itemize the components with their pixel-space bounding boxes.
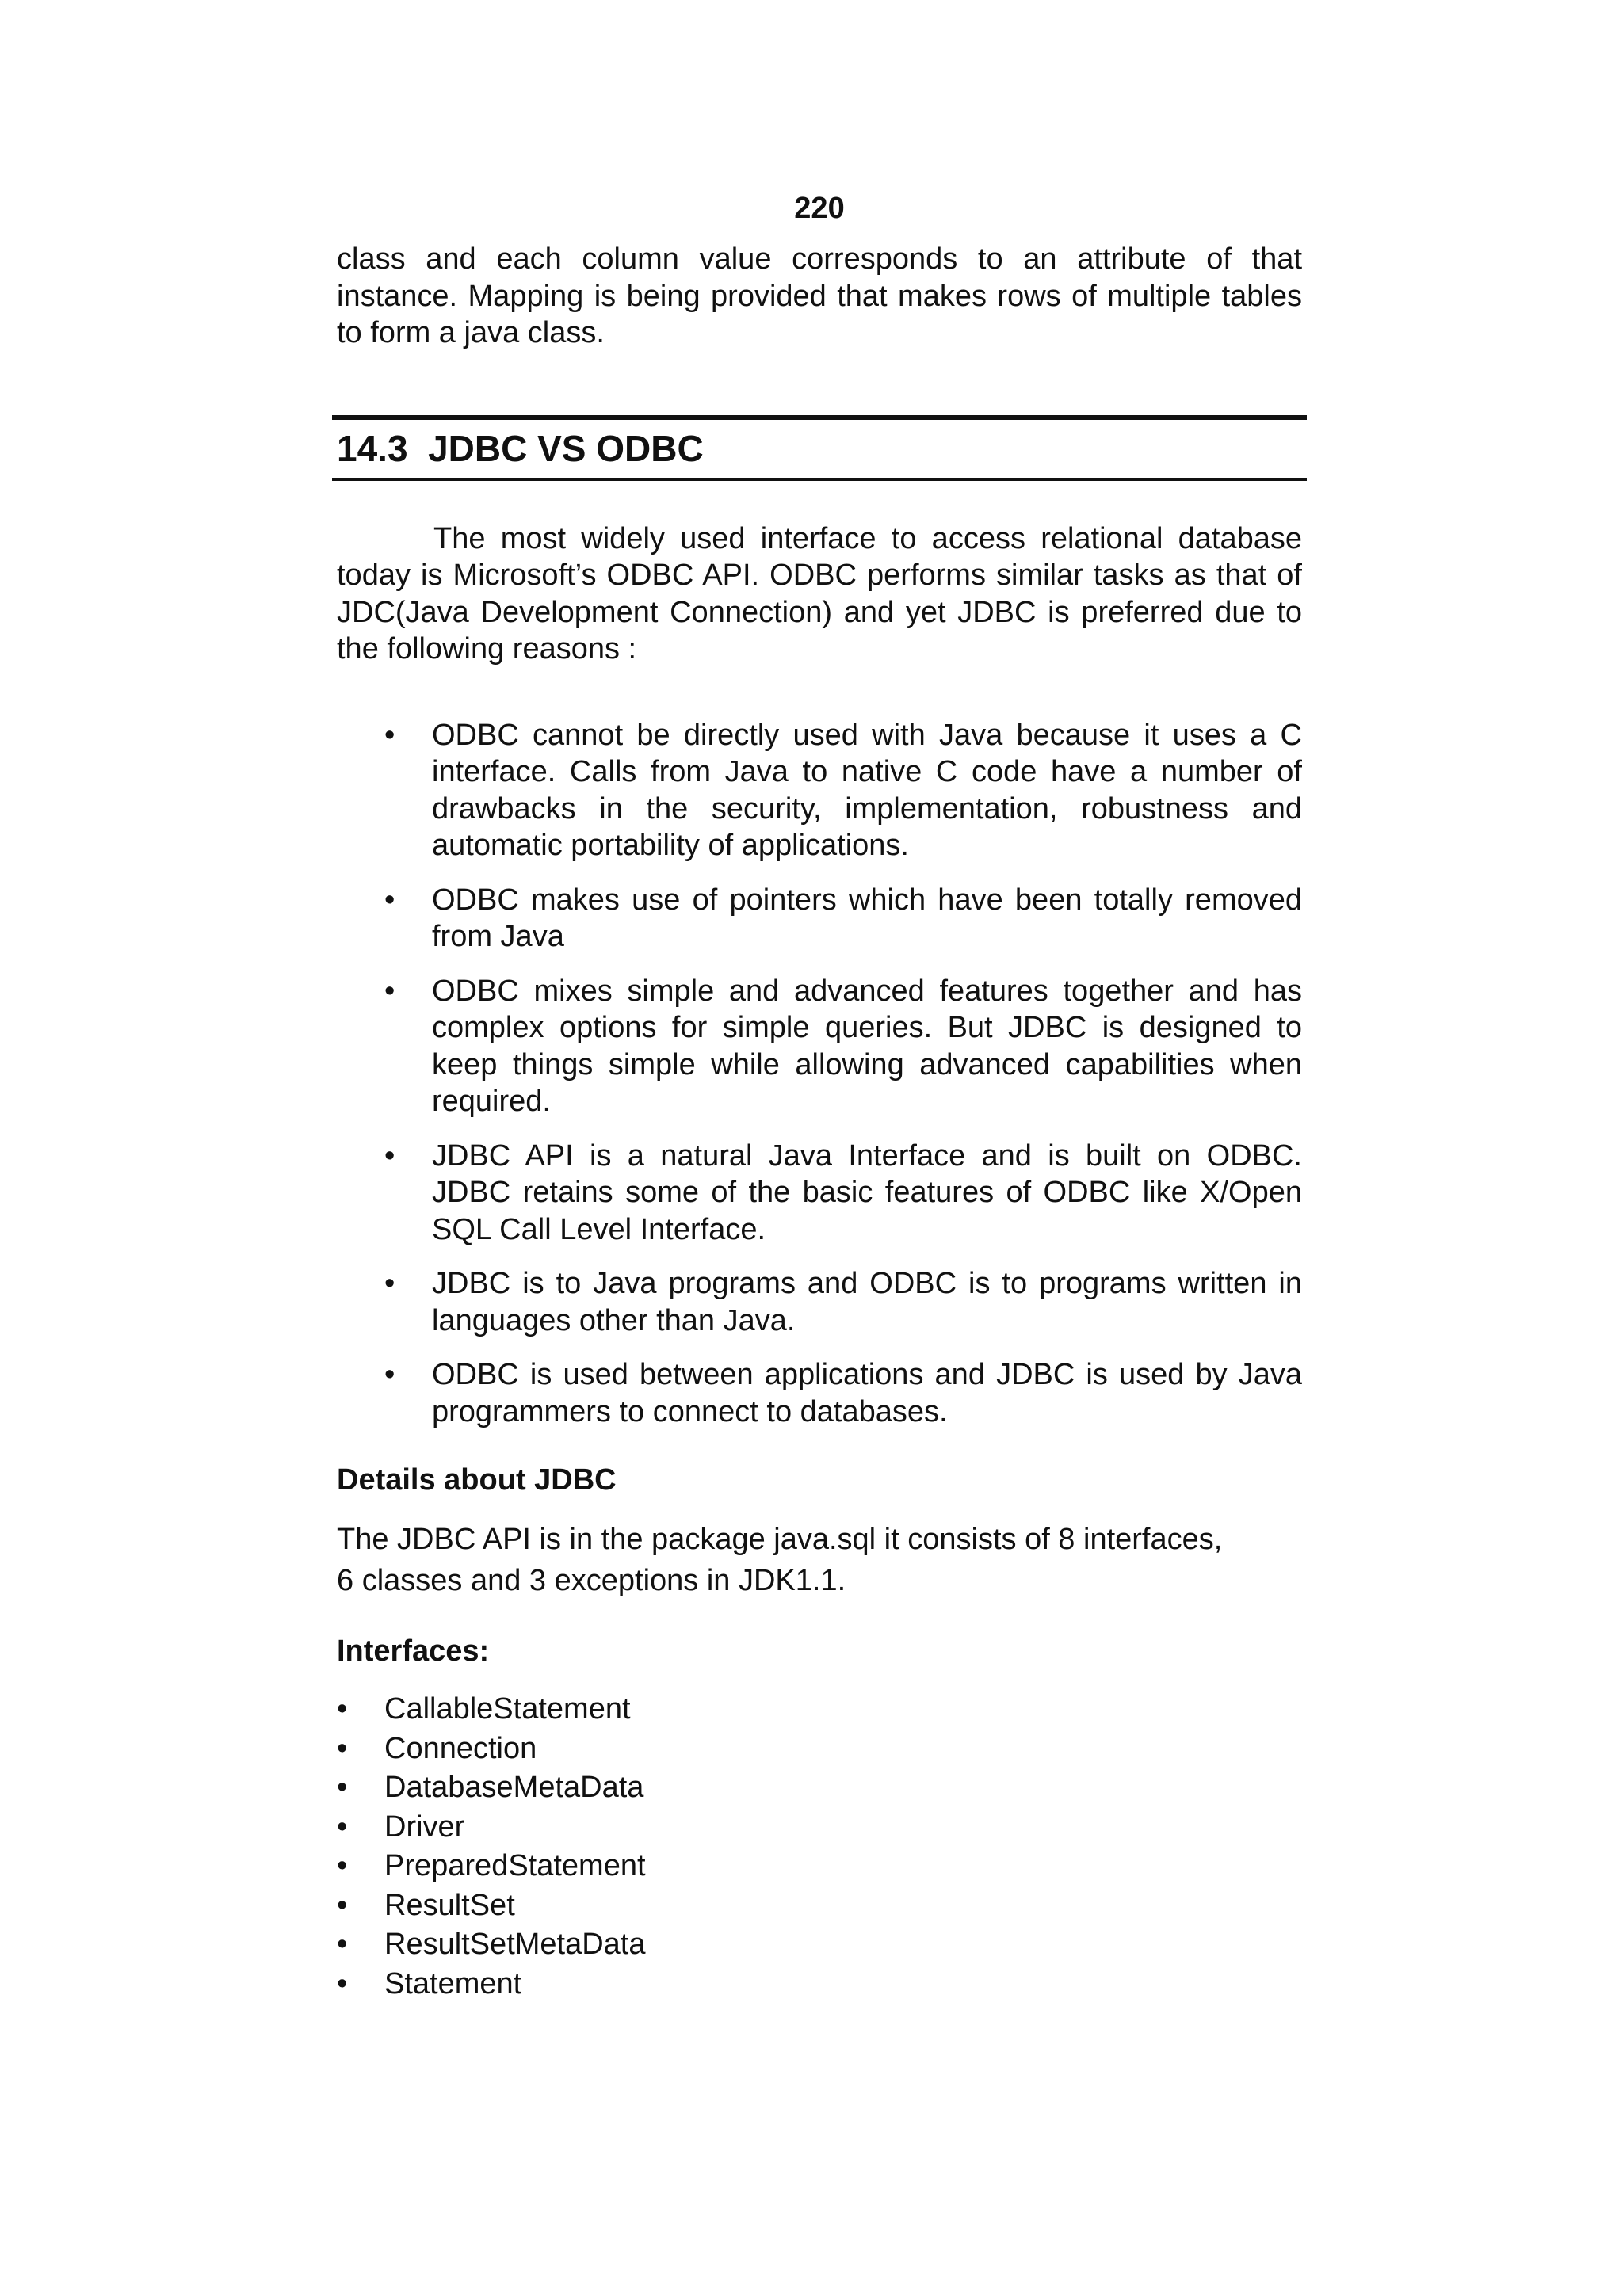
interface-name: Statement: [384, 1966, 522, 2000]
bullet-icon: •: [337, 1692, 348, 1726]
interface-name: ResultSetMetaData: [384, 1928, 646, 1961]
bullet-icon: •: [384, 1138, 395, 1173]
interface-name: PreparedStatement: [384, 1849, 646, 1882]
bullet-icon: •: [337, 1810, 348, 1844]
list-item: [337, 882, 1302, 955]
section-title-text: JDBC VS ODBC: [428, 427, 704, 469]
section-title: [332, 424, 1307, 473]
list-item: [337, 1768, 1302, 1808]
list-item: [337, 1730, 1302, 1769]
details-paragraph: [337, 1519, 1302, 1601]
bullet-icon: •: [337, 1771, 348, 1804]
interface-name: DatabaseMetaData: [384, 1771, 644, 1804]
bullet-icon: •: [384, 718, 395, 752]
bullet-icon: •: [384, 974, 395, 1008]
bullet-icon: •: [384, 883, 395, 917]
details-heading: Details about JDBC: [337, 1463, 617, 1497]
section-paragraph: The most widely used interface to access relational database today is Microsoft’s ODBC API. ODBC performs similar tasks as that of JDC(Java Development Connection) and yet JDBC is preferred due to the following reasons :: [337, 521, 1302, 666]
list-item: [337, 1690, 1302, 1730]
section-heading: [332, 415, 1307, 481]
interface-name: Driver: [384, 1810, 465, 1844]
list-item-text: JDBC API is a natural Java Interface and is built on ODBC. JDBC retains some of the basic features of ODBC like X/Open SQL Call Level Interface.: [432, 1138, 1302, 1246]
interface-name: CallableStatement: [384, 1692, 631, 1726]
list-item-text: JDBC is to Java programs and ODBC is to programs written in languages other than Java.: [432, 1267, 1302, 1337]
intro-paragraph: class and each column value corresponds to an attribute of that instance. Mapping is being provided that makes rows of multiple tables to form a java class.: [337, 242, 1302, 349]
list-item: [337, 1808, 1302, 1848]
list-item: [337, 1925, 1302, 1965]
list-item: [337, 1138, 1302, 1249]
list-item: [337, 973, 1302, 1120]
list-item: [337, 1965, 1302, 2004]
interfaces-heading: Interfaces:: [337, 1634, 490, 1668]
bullet-icon: •: [337, 1966, 348, 2000]
bullet-icon: •: [337, 1928, 348, 1961]
list-item-text: ODBC cannot be directly used with Java because it uses a C interface. Calls from Java to native C code have a number of drawbacks in the security, implementation, robustness and automatic portability of applications.: [432, 718, 1302, 862]
bullet-icon: •: [384, 1358, 395, 1391]
list-item-text: ODBC is used between applications and JDBC is used by Java programmers to connect to databases.: [432, 1358, 1302, 1428]
document-page: [337, 190, 1302, 2004]
list-item: [337, 1847, 1302, 1886]
list-item: [337, 717, 1302, 864]
list-item-text: ODBC makes use of pointers which have been totally removed from Java: [432, 883, 1302, 953]
bullet-icon: •: [337, 1849, 348, 1882]
page-number: 220: [794, 192, 845, 225]
reasons-list: [337, 717, 1302, 1431]
list-item: [337, 1886, 1302, 1926]
list-item-text: ODBC mixes simple and advanced features together and has complex options for simple queries. But JDBC is designed to keep things simple while allowing advanced capabilities when required.: [432, 974, 1302, 1118]
interface-name: ResultSet: [384, 1888, 515, 1922]
interface-name: Connection: [384, 1731, 537, 1765]
details-paragraph-line-2: 6 classes and 3 exceptions in JDK1.1.: [337, 1564, 846, 1597]
bullet-icon: •: [337, 1888, 348, 1922]
interfaces-list: [337, 1690, 1302, 2004]
section-number: 14.3: [337, 427, 408, 469]
list-item: [337, 1356, 1302, 1430]
bullet-icon: •: [384, 1267, 395, 1300]
list-item: [337, 1265, 1302, 1339]
details-paragraph-line-1: The JDBC API is in the package java.sql it consists of 8 interfaces,: [337, 1523, 1223, 1556]
bullet-icon: •: [337, 1731, 348, 1765]
